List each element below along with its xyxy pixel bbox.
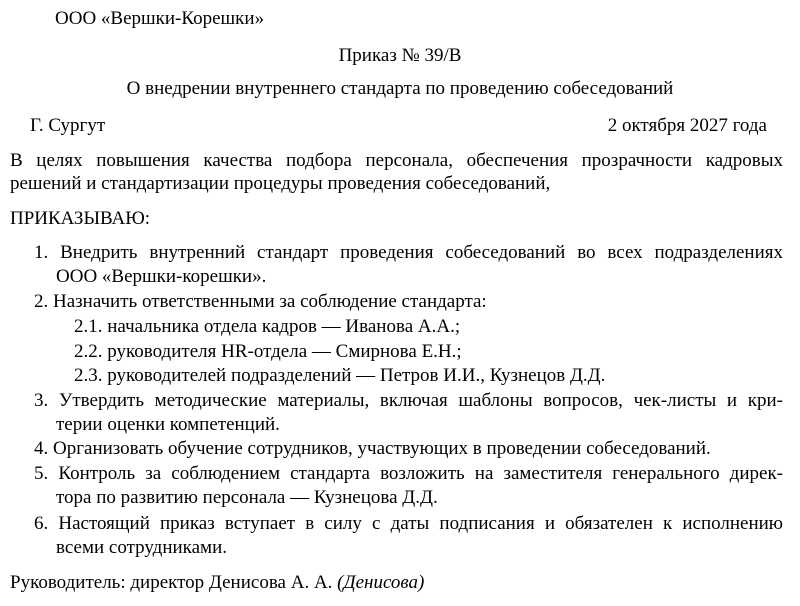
item-1-line-1: 1. Внедрить внутренний стандарт проведения собеседований во всех подразделениях (34, 242, 783, 263)
organization-name: ООО «Вершки-Корешки» (55, 8, 265, 29)
order-subject: О внедрении внутреннего стандарта по проведению собеседований (126, 78, 674, 99)
item-3-line-2: терии оценки компетенций. (56, 414, 280, 435)
item-6-line-1: 6. Настоящий приказ вступает в силу с даты подписания и обязателен к исполнению (34, 513, 783, 534)
signature-handwritten: (Денисова) (337, 572, 425, 593)
item-2-3: 2.3. руководителей подразделений — Петров И.И., Кузнецов Д.Д. (74, 365, 606, 386)
preamble-line-2: решений и стандартизации процедуры проведения собеседований, (10, 173, 551, 194)
city: Г. Сургут (30, 115, 106, 136)
preamble-line-1: В целях повышения качества подбора персонала, обеспечения прозрачности кадровых (10, 150, 783, 171)
order-date: 2 октября 2027 года (607, 115, 767, 136)
item-2: 2. Назначить ответственными за соблюдение стандарта: (34, 291, 487, 312)
item-5-line-1: 5. Контроль за соблюдением стандарта возложить на заместителя генерального дирек- (34, 463, 783, 484)
item-6-line-2: всеми сотрудниками. (56, 537, 227, 558)
order-title: Приказ № 39/В (338, 45, 462, 66)
signature-label: Руководитель: директор Денисова А. А. (10, 572, 333, 593)
signature-line (10, 571, 424, 595)
order-word: ПРИКАЗЫВАЮ: (10, 208, 151, 229)
item-3-line-1: 3. Утвердить методические материалы, включая шаблоны вопросов, чек-листы и кри- (34, 390, 783, 411)
item-4: 4. Организовать обучение сотрудников, участвующих в проведении собеседований. (34, 438, 711, 459)
item-5-line-2: тора по развитию персонала — Кузнецова Д.Д. (56, 487, 438, 508)
item-2-2: 2.2. руководителя HR-отдела — Смирнова Е.Н.; (74, 341, 462, 362)
item-1-line-2: ООО «Вершки-корешки». (56, 266, 267, 287)
item-2-1: 2.1. начальника отдела кадров — Иванова А.А.; (74, 316, 461, 337)
